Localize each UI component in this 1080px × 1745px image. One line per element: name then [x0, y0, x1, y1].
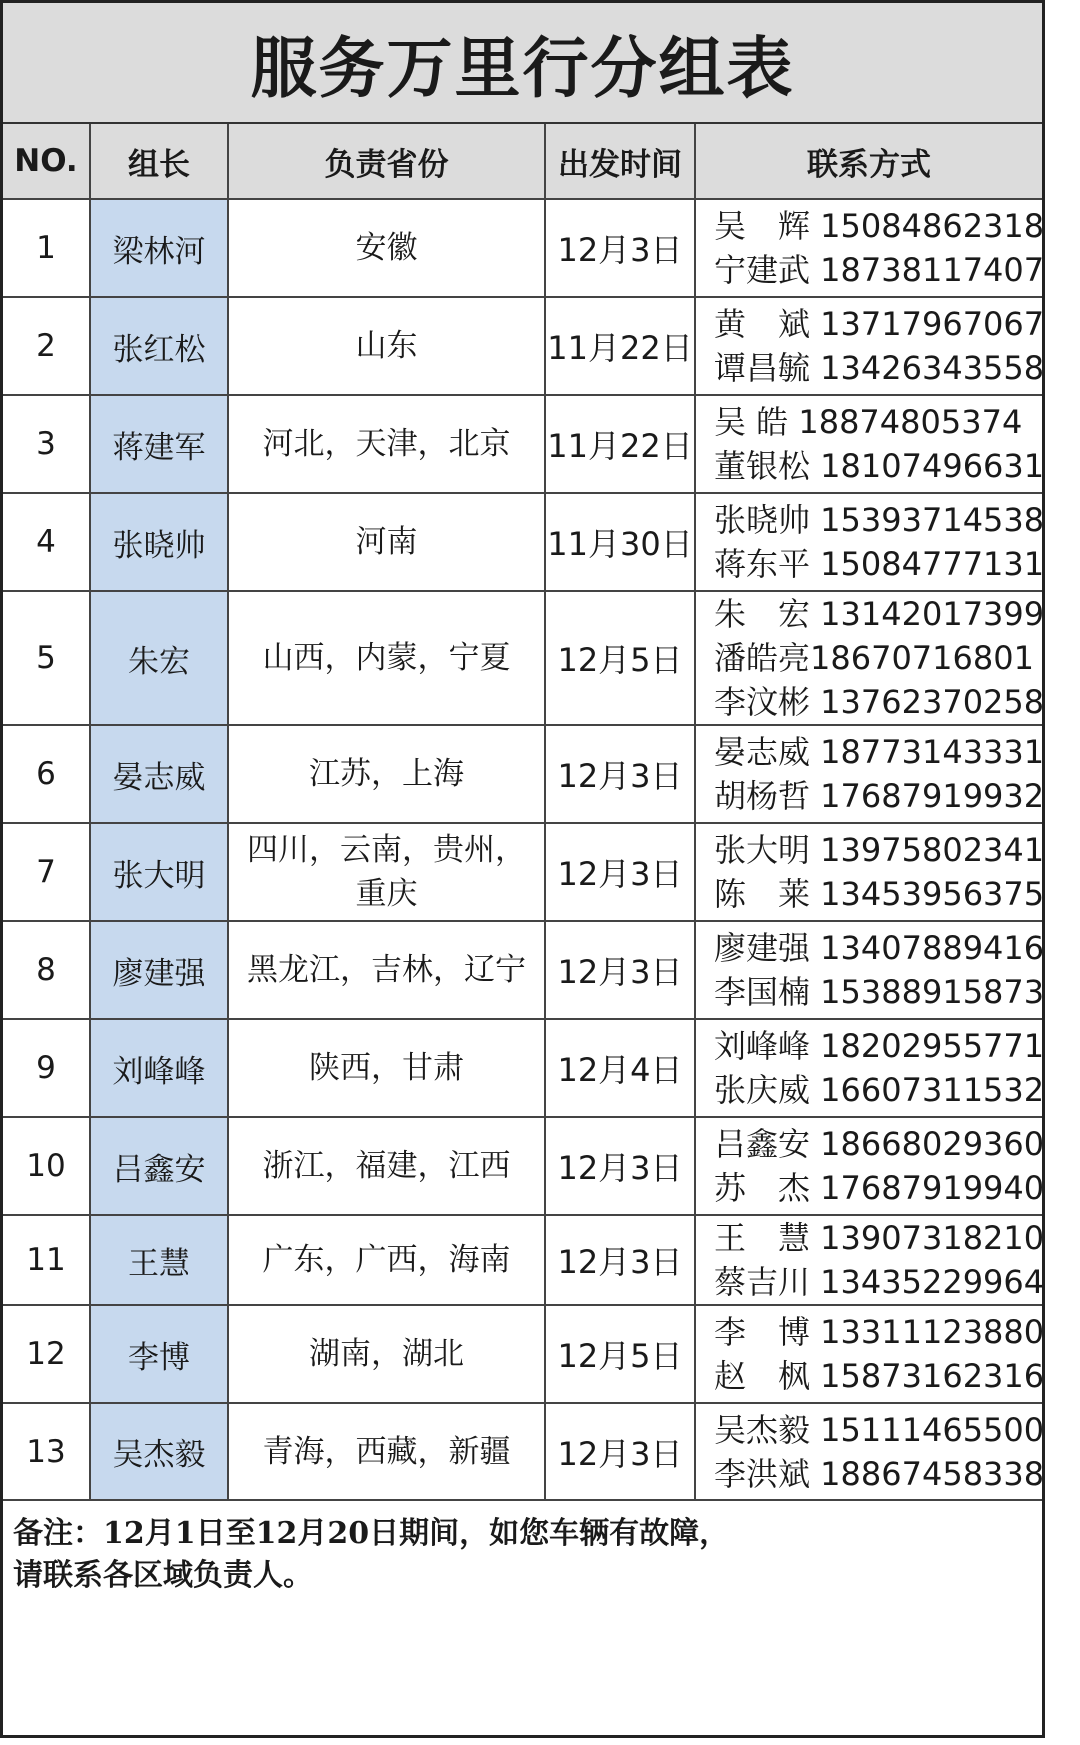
contact-line: 李 博 13311123880	[714, 1313, 1045, 1351]
table-row	[3, 395, 1042, 493]
table-body	[3, 199, 1045, 1500]
provinces-text: 山西，内蒙，宁夏	[262, 640, 511, 676]
table-row	[3, 725, 1042, 823]
provinces-text: 黑龙江，吉林，辽宁	[247, 952, 526, 988]
leader-name: 王慧	[90, 1215, 228, 1305]
provinces-text: 江苏，上海	[309, 756, 464, 792]
row-number: 11	[3, 1215, 90, 1305]
header-no: NO.	[3, 124, 90, 199]
provinces-cell	[228, 199, 545, 297]
provinces-cell	[228, 1019, 545, 1117]
contact-line: 胡杨哲 17687919932	[714, 777, 1045, 815]
leader-name: 张大明	[90, 823, 228, 921]
contact-cell	[695, 1215, 1045, 1305]
contact-line: 吴杰毅 15111465500	[714, 1410, 1045, 1449]
leader-name: 吴杰毅	[90, 1403, 228, 1500]
row-number: 2	[3, 297, 90, 395]
provinces-cell	[228, 395, 545, 493]
provinces-text: 湖南，湖北	[309, 1336, 464, 1372]
contact-line: 张大明 13975802341	[714, 831, 1045, 869]
row-number: 3	[3, 395, 90, 493]
leader-name: 张晓帅	[90, 493, 228, 591]
header-provinces: 负责省份	[228, 124, 545, 199]
row-number: 10	[3, 1117, 90, 1215]
contact-line: 王 慧 13907318210	[714, 1219, 1045, 1257]
row-number: 9	[3, 1019, 90, 1117]
provinces-cell	[228, 1215, 545, 1305]
contact-cell	[695, 1117, 1045, 1215]
contact-line: 陈 莱 13453956375	[714, 875, 1045, 913]
contact-line: 黄 斌 13717967067	[714, 305, 1045, 343]
contact-cell	[695, 591, 1045, 725]
contact-cell	[695, 395, 1045, 493]
provinces-text: 安徽	[355, 230, 418, 266]
provinces-cell	[228, 921, 545, 1019]
row-number: 6	[3, 725, 90, 823]
leader-name: 李博	[90, 1305, 228, 1403]
group-table	[3, 124, 1045, 1501]
row-number: 12	[3, 1305, 90, 1403]
departure-date: 11月22日	[545, 395, 695, 493]
table-row	[3, 921, 1042, 1019]
table-row	[3, 1117, 1042, 1215]
contact-cell	[695, 493, 1045, 591]
header-leader: 组长	[90, 124, 228, 199]
contact-line: 李洪斌 18867458338	[714, 1454, 1045, 1493]
departure-date: 12月3日	[545, 1215, 695, 1305]
leader-name: 梁林河	[90, 199, 228, 297]
header-contact: 联系方式	[695, 124, 1042, 199]
leader-name: 蒋建军	[90, 395, 228, 493]
provinces-text: 浙江，福建，江西	[262, 1148, 511, 1184]
departure-date: 12月3日	[545, 725, 695, 823]
contact-cell	[695, 823, 1045, 921]
departure-date: 12月5日	[545, 1305, 695, 1403]
table-row	[3, 199, 1042, 297]
departure-date: 12月3日	[545, 1403, 695, 1500]
provinces-text: 陕西，甘肃	[309, 1050, 464, 1086]
contact-cell	[695, 1019, 1045, 1117]
row-number: 8	[3, 921, 90, 1019]
contact-line: 潘皓亮18670716801	[714, 639, 1034, 677]
contact-line: 李国楠 15388915873	[714, 973, 1045, 1011]
departure-date: 11月22日	[545, 297, 695, 395]
row-number: 4	[3, 493, 90, 591]
contact-cell	[695, 921, 1045, 1019]
row-number: 13	[3, 1403, 90, 1500]
table-row	[3, 591, 1042, 725]
footnote-line-1: 备注：12月1日至12月20日期间，如您车辆有故障，	[13, 1516, 730, 1551]
departure-date: 12月3日	[545, 199, 695, 297]
contact-line: 晏志威 18773143331	[714, 733, 1045, 771]
contact-cell	[695, 725, 1045, 823]
provinces-cell	[228, 1305, 545, 1403]
provinces-cell	[228, 1117, 545, 1215]
contact-line: 刘峰峰 18202955771	[714, 1027, 1045, 1065]
departure-date: 11月30日	[545, 493, 695, 591]
provinces-cell	[228, 591, 545, 725]
provinces-cell	[228, 493, 545, 591]
contact-cell	[695, 199, 1045, 297]
contact-line: 李汶彬 13762370258	[714, 683, 1045, 721]
contact-cell	[695, 1403, 1045, 1500]
footnote-line-2: 请联系各区域负责人。	[13, 1558, 313, 1593]
contact-line: 赵 枫 15873162316	[714, 1357, 1045, 1395]
row-number: 1	[3, 199, 90, 297]
contact-line: 吴 皓 18874805374	[714, 403, 1023, 441]
provinces-text: 广东，广西，海南	[262, 1242, 511, 1278]
table-row	[3, 493, 1042, 591]
contact-line: 蒋东平 15084777131	[714, 545, 1045, 583]
contact-cell	[695, 1305, 1045, 1403]
provinces-text: 青海，西藏，新疆	[262, 1433, 511, 1470]
departure-date: 12月4日	[545, 1019, 695, 1117]
leader-name: 廖建强	[90, 921, 228, 1019]
contact-line: 蔡吉川 13435229964	[714, 1263, 1045, 1301]
footnote	[3, 1501, 1042, 1597]
provinces-cell	[228, 823, 545, 921]
contact-line: 张晓帅 15393714538	[714, 501, 1045, 539]
contact-line: 吕鑫安 18668029360	[714, 1125, 1045, 1163]
table-row	[3, 1305, 1042, 1403]
provinces-text: 河南	[355, 524, 418, 560]
provinces-text: 四川，云南，贵州，重庆	[247, 832, 526, 912]
contact-line: 谭昌毓 13426343558	[714, 349, 1045, 387]
contact-line: 董银松 18107496631	[714, 447, 1045, 485]
contact-line: 苏 杰 17687919940	[714, 1169, 1045, 1207]
departure-date: 12月3日	[545, 823, 695, 921]
provinces-cell	[228, 1403, 545, 1500]
header-row	[3, 124, 1042, 199]
contact-line: 张庆威 16607311532	[714, 1071, 1045, 1109]
departure-date: 12月5日	[545, 591, 695, 725]
provinces-text: 河北，天津，北京	[262, 426, 511, 462]
table-row	[3, 1403, 1042, 1500]
contact-line: 吴 辉 15084862318	[714, 207, 1045, 245]
row-number: 7	[3, 823, 90, 921]
departure-date: 12月3日	[545, 921, 695, 1019]
leader-name: 晏志威	[90, 725, 228, 823]
row-number: 5	[3, 591, 90, 725]
contact-cell	[695, 297, 1045, 395]
departure-date: 12月3日	[545, 1117, 695, 1215]
contact-line: 朱 宏 13142017399	[714, 595, 1045, 633]
provinces-text: 山东	[355, 328, 418, 364]
table-row	[3, 1019, 1042, 1117]
provinces-cell	[228, 297, 545, 395]
table-row	[3, 823, 1042, 921]
page-title: 服务万里行分组表	[3, 3, 1042, 124]
contact-line: 廖建强 13407889416	[714, 929, 1045, 967]
leader-name: 吕鑫安	[90, 1117, 228, 1215]
table-row	[3, 297, 1042, 395]
leader-name: 朱宏	[90, 591, 228, 725]
table-row	[3, 1215, 1042, 1305]
provinces-cell	[228, 725, 545, 823]
leader-name: 张红松	[90, 297, 228, 395]
header-date: 出发时间	[545, 124, 695, 199]
leader-name: 刘峰峰	[90, 1019, 228, 1117]
contact-line: 宁建武 18738117407	[714, 251, 1045, 289]
